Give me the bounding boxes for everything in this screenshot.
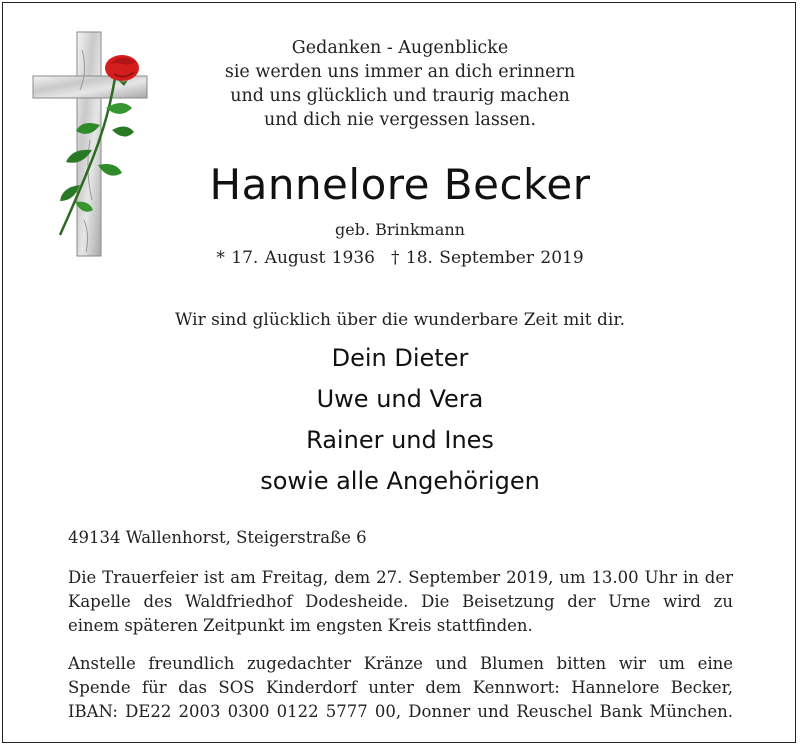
signer-line: sowie alle Angehörigen [260, 467, 540, 495]
poem [160, 36, 640, 132]
funeral-notice [68, 566, 733, 638]
motto: Wir sind glücklich über die wunderbare Zeit mit dir. [174, 310, 626, 330]
address: 49134 Wallenhorst, Steigerstraße 6 [68, 528, 367, 547]
notice-line: Anstelle freundlich zugedachter Kränze und Blumen bitten wir um eine [68, 654, 733, 673]
maiden-name: geb. Brinkmann [335, 220, 465, 239]
signer-line: Rainer und Ines [306, 426, 494, 454]
deceased-name: Hannelore Becker [209, 160, 591, 209]
poem-line: und uns glücklich und traurig machen [230, 86, 570, 106]
notice-line: Spende für das SOS Kinderdorf unter dem Kennwort: Hannelore Becker, [68, 678, 733, 697]
signer-line: Dein Dieter [331, 344, 469, 372]
signer-line: Uwe und Vera [316, 385, 484, 413]
death-date: † 18. September 2019 [390, 248, 584, 268]
notice-line: Kapelle des Waldfriedhof Dodesheide. Die Beisetzung der Urne wird zu [68, 592, 733, 611]
life-dates [0, 248, 800, 268]
poem-line: Gedanken - Augenblicke [291, 38, 509, 58]
signers [0, 338, 800, 502]
birth-date: * 17. August 1936 [216, 248, 375, 268]
poem-line: sie werden uns immer an dich erinnern [224, 62, 576, 82]
notice-line: IBAN: DE22 2003 0300 0122 5777 00, Donner und Reuschel Bank München. [68, 702, 733, 721]
notice-line: einem späteren Zeitpunkt im engsten Kreis stattfinden. [68, 616, 533, 635]
donation-notice [68, 652, 733, 724]
notice-line: Die Trauerfeier ist am Freitag, dem 27. September 2019, um 13.00 Uhr in der [68, 568, 733, 587]
poem-line: und dich nie vergessen lassen. [263, 110, 537, 130]
